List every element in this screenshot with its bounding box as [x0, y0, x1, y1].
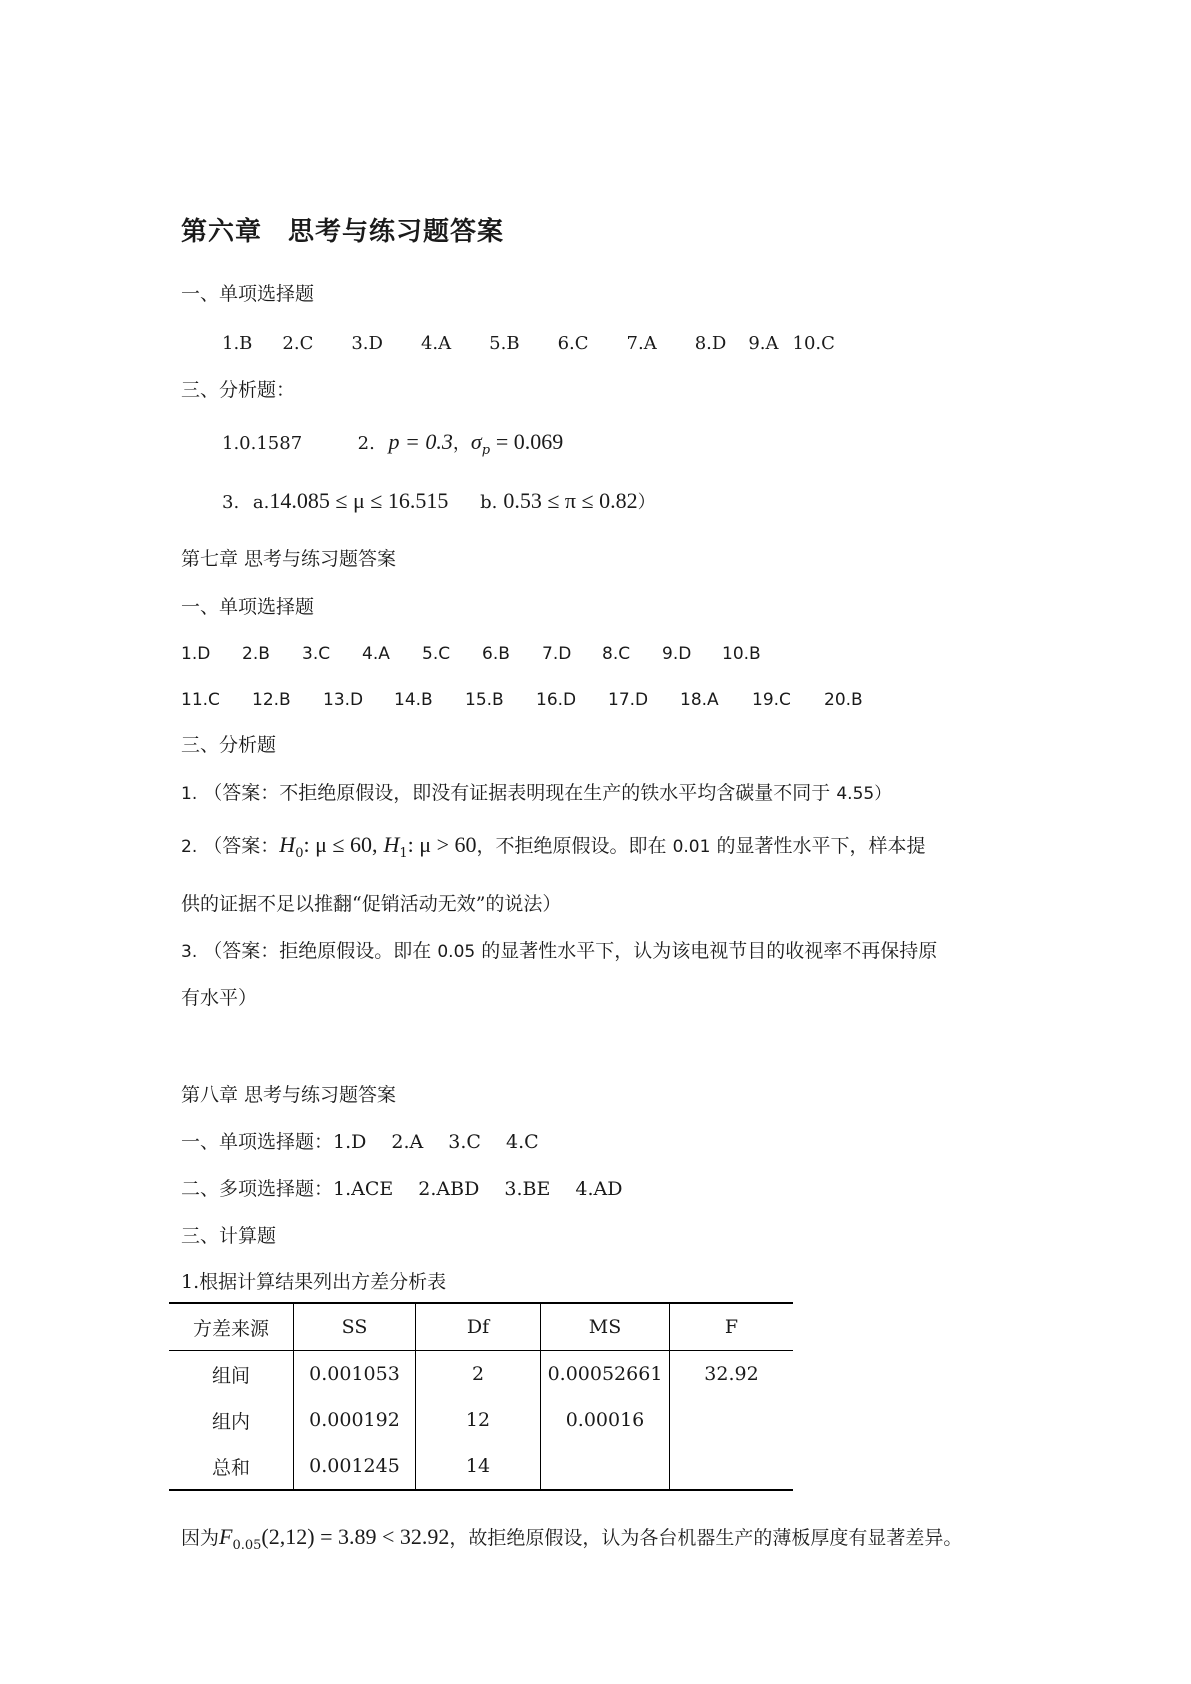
table-row — [169, 1397, 793, 1443]
ch8-conclusion-f: F — [219, 1524, 233, 1549]
chapter-7-section-analysis: 三、分析题 — [181, 734, 277, 756]
chapter-7-answer-1 — [181, 779, 891, 808]
chapter-6-title-text: 思考与练习题答案 — [288, 217, 505, 247]
chapter-6-title — [181, 218, 504, 246]
answer-item: 4.A — [420, 333, 452, 354]
chapter-8-q1: 1.根据计算结果列出方差分析表 — [181, 1271, 447, 1293]
answer-item: 10.B — [722, 644, 761, 664]
anova-cell: 组内 — [211, 1410, 250, 1433]
ch8-conclusion-f-sub: 0.05 — [232, 1538, 262, 1553]
answer-item: 12.B — [252, 690, 291, 710]
answer-item: 3.C — [302, 644, 331, 664]
answer-item: 20.B — [824, 690, 863, 710]
chapter-7-section-single-choice: 一、单项选择题 — [181, 596, 315, 618]
chapter-8-section-calculation: 三、计算题 — [181, 1225, 277, 1247]
ch6-q1-answer: 1.0.1587 — [222, 433, 303, 454]
chapter-6-section-analysis: 三、分析题： — [181, 379, 296, 401]
answer-item: 4.A — [362, 644, 390, 664]
ch7-a3-level: 0.05 — [437, 942, 476, 962]
ch6-q2-sigma-sub: p — [481, 443, 491, 458]
chapter-8-single-choice: 一、单项选择题：1.D 2.A 3.C 4.C — [181, 1131, 539, 1153]
answer-item: 14.B — [394, 690, 433, 710]
ch7-a2-h1-sub: 1 — [399, 846, 408, 861]
ch6-q3-b-interval: 0.53 ≤ π ≤ 0.82 — [503, 488, 638, 513]
ch7-a2-prefix: （答案： — [203, 835, 280, 857]
ch6-q2-sigma: σ — [470, 429, 482, 454]
table-row — [169, 1443, 793, 1490]
chapter-8-multiple-choice: 二、多项选择题：1.ACE 2.ABD 3.BE 4.AD — [181, 1178, 623, 1200]
ch7-a1-text: （答案：不拒绝原假设，即没有证据表明现在生产的铁水平均含碳量不同于 — [203, 782, 831, 804]
chapter-6-title-number: 第六章 — [181, 217, 263, 247]
anova-header-ms: MS — [541, 1303, 670, 1351]
anova-cell: 总和 — [211, 1456, 250, 1479]
anova-cell: 2 — [416, 1351, 541, 1398]
anova-cell: 0.00052661 — [541, 1351, 670, 1398]
ch7-a1-value: 4.55） — [836, 784, 892, 804]
anova-cell: 14 — [416, 1443, 541, 1490]
ch7-a3-text1: （答案：拒绝原假设。即在 — [203, 940, 432, 962]
ch7-a2-text2: 的显著性水平下，样本提 — [716, 835, 926, 857]
ch7-a2-h0: H — [279, 832, 296, 857]
anova-header-source: 方差来源 — [192, 1317, 269, 1340]
anova-cell — [670, 1397, 794, 1443]
chapter-7-title: 第七章 思考与练习题答案 — [181, 548, 397, 570]
ch7-a3-number: 3. — [181, 942, 198, 962]
ch6-q2-p: p = 0.3 — [388, 429, 453, 454]
ch6-q2-sep: ， — [452, 433, 471, 454]
anova-table-header-row — [169, 1303, 793, 1351]
ch6-q3-number: 3. — [222, 492, 240, 513]
ch6-q2-number: 2. — [357, 433, 375, 454]
answer-item: 16.D — [536, 690, 577, 710]
answer-item: 2.B — [242, 644, 270, 664]
ch7-a3-text2: 的显著性水平下，认为该电视节目的收视率不再保持原 — [481, 940, 938, 962]
ch8-conclusion-text: ，故拒绝原假设，认为各台机器生产的薄板厚度有显著差异。 — [449, 1527, 963, 1549]
ch6-q3-end: ） — [637, 492, 656, 513]
anova-header-ss: SS — [294, 1303, 416, 1351]
answer-item: 5.B — [489, 333, 520, 354]
ch6-q3-b-label: b. — [480, 492, 498, 513]
anova-cell: 12 — [416, 1397, 541, 1443]
ch7-a2-h0-expr: : μ ≤ 60, — [303, 832, 378, 857]
ch7-a2-number: 2. — [181, 837, 198, 857]
chapter-7-answer-3 — [181, 937, 937, 966]
answer-item: 15.B — [465, 690, 504, 710]
answer-item: 7.D — [542, 644, 572, 664]
anova-cell: 组间 — [211, 1364, 250, 1387]
anova-cell: 0.000192 — [294, 1397, 416, 1443]
answer-item: 2.C — [282, 333, 314, 354]
chapter-8-title: 第八章 思考与练习题答案 — [181, 1084, 397, 1106]
ch7-a2-h1: H — [383, 832, 400, 857]
anova-header-f: F — [670, 1303, 794, 1351]
answer-item: 17.D — [608, 690, 649, 710]
answer-item: 1.D — [181, 644, 211, 664]
answer-item: 3.D — [351, 333, 383, 354]
chapter-6-section-single-choice: 一、单项选择题 — [181, 283, 315, 305]
ch7-a2-text1: ，不拒绝原假设。即在 — [476, 835, 667, 857]
chapter-6-answers — [222, 330, 835, 358]
answer-item: 8.C — [602, 644, 631, 664]
answer-item: 11.C — [181, 690, 220, 710]
answer-item: 6.B — [482, 644, 510, 664]
ch7-a1-number: 1. — [181, 784, 198, 804]
answer-item: 9.D — [662, 644, 692, 664]
answer-item: 19.C — [752, 690, 791, 710]
ch7-a2-level: 0.01 — [672, 837, 711, 857]
anova-cell — [541, 1443, 670, 1490]
answer-item: 18.A — [680, 690, 719, 710]
ch6-q2-sigma-value: = 0.069 — [495, 429, 564, 454]
ch8-conclusion-expr: (2,12) = 3.89 < 32.92 — [261, 1524, 450, 1549]
ch6-q3-a-interval: 14.085 ≤ μ ≤ 16.515 — [269, 488, 449, 513]
chapter-7-answer-2-continued: 供的证据不足以推翻“促销活动无效”的说法） — [181, 893, 562, 915]
anova-cell: 32.92 — [670, 1351, 794, 1398]
chapter-6-q1-q2 — [222, 428, 563, 465]
ch7-a2-h0-sub: 0 — [295, 846, 304, 861]
ch7-a2-h1-expr: : μ > 60 — [407, 832, 477, 857]
anova-cell: 0.001245 — [294, 1443, 416, 1490]
ch6-q3-a-label: a. — [252, 492, 270, 513]
answer-item: 10.C — [792, 333, 835, 354]
answer-item: 8.D — [694, 333, 727, 354]
chapter-8-conclusion — [181, 1523, 962, 1560]
chapter-7-answer-2 — [181, 831, 925, 868]
chapter-7-answer-3-continued: 有水平） — [181, 987, 258, 1009]
anova-cell: 0.001053 — [294, 1351, 416, 1398]
chapter-6-q3 — [222, 487, 656, 517]
answer-item: 9.A — [748, 333, 779, 354]
table-row — [169, 1351, 793, 1398]
answer-item: 5.C — [422, 644, 451, 664]
answer-item: 6.C — [557, 333, 589, 354]
answer-item: 1.B — [222, 333, 253, 354]
anova-cell: 0.00016 — [541, 1397, 670, 1443]
anova-cell — [670, 1443, 794, 1490]
anova-table — [169, 1302, 793, 1491]
answer-item: 7.A — [626, 333, 657, 354]
ch8-conclusion-prefix: 因为 — [181, 1527, 220, 1549]
answer-item: 13.D — [323, 690, 364, 710]
anova-header-df: Df — [416, 1303, 541, 1351]
